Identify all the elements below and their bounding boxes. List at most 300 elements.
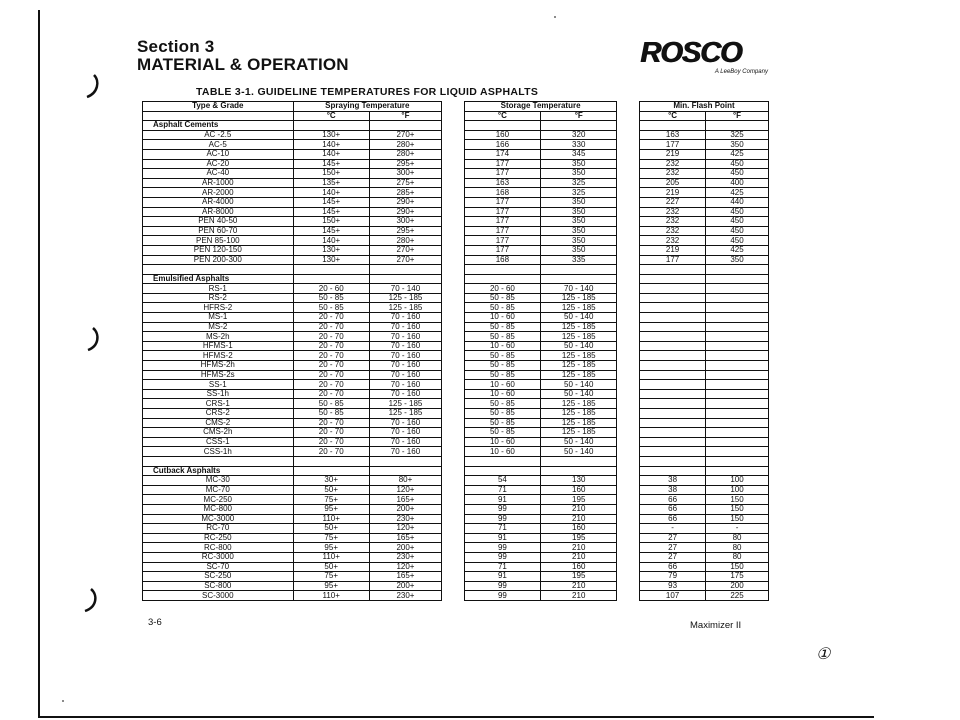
- group-label: Asphalt Cements: [143, 121, 294, 131]
- column-spacer: [442, 140, 465, 150]
- column-spacer: [442, 504, 465, 514]
- value-cell: 50 - 85: [464, 303, 540, 313]
- column-spacer: [442, 217, 465, 227]
- column-spacer: [442, 495, 465, 505]
- column-spacer: [617, 226, 640, 236]
- group-header-row: [143, 466, 769, 476]
- value-cell: 165+: [369, 495, 441, 505]
- value-cell: 130+: [293, 255, 369, 265]
- grade-cell: SC-3000: [143, 591, 294, 601]
- table-units-row: [143, 111, 769, 121]
- column-spacer: [442, 159, 465, 169]
- value-cell: 50 - 140: [541, 380, 617, 390]
- section-number: Section 3: [137, 37, 215, 56]
- value-cell: 75+: [293, 495, 369, 505]
- empty-cell: [464, 121, 540, 131]
- grade-cell: MS-2h: [143, 332, 294, 342]
- value-cell: 38: [640, 476, 706, 486]
- table-row: [143, 495, 769, 505]
- column-spacer: [617, 207, 640, 217]
- value-cell: 120+: [369, 485, 441, 495]
- column-spacer: [442, 121, 465, 131]
- table-row: [143, 313, 769, 323]
- table-row: [143, 533, 769, 543]
- value-cell: 71: [464, 485, 540, 495]
- column-spacer: [617, 591, 640, 601]
- table-row: [143, 178, 769, 188]
- value-cell: 210: [541, 504, 617, 514]
- empty-cell: [541, 274, 617, 284]
- column-spacer: [442, 370, 465, 380]
- empty-cell: [706, 274, 769, 284]
- value-cell: 300+: [369, 169, 441, 179]
- column-spacer: [617, 437, 640, 447]
- table-row: [143, 293, 769, 303]
- empty-cell: [640, 265, 706, 275]
- value-cell: [706, 437, 769, 447]
- page-number: 3-6: [148, 617, 162, 628]
- value-cell: 125 - 185: [541, 370, 617, 380]
- empty-cell: [369, 121, 441, 131]
- value-cell: 130: [541, 476, 617, 486]
- column-spacer: [617, 543, 640, 553]
- column-spacer: [442, 361, 465, 371]
- column-spacer: [617, 255, 640, 265]
- value-cell: 232: [640, 159, 706, 169]
- value-cell: 350: [541, 217, 617, 227]
- value-cell: 70 - 160: [369, 380, 441, 390]
- grade-cell: PEN 200-300: [143, 255, 294, 265]
- value-cell: 120+: [369, 524, 441, 534]
- column-spacer: [617, 428, 640, 438]
- value-cell: 125 - 185: [541, 418, 617, 428]
- value-cell: 66: [640, 562, 706, 572]
- value-cell: 168: [464, 188, 540, 198]
- empty-cell: [369, 456, 441, 466]
- value-cell: [640, 380, 706, 390]
- value-cell: 177: [640, 255, 706, 265]
- table-row: [143, 562, 769, 572]
- unit-label: °F: [541, 111, 617, 121]
- value-cell: 95+: [293, 581, 369, 591]
- table-caption: TABLE 3-1. GUIDELINE TEMPERATURES FOR LIQUID ASPHALTS: [196, 86, 539, 98]
- value-cell: 210: [541, 581, 617, 591]
- column-spacer: [617, 111, 640, 121]
- unit-label: °C: [640, 111, 706, 121]
- value-cell: 140+: [293, 149, 369, 159]
- value-cell: 350: [541, 197, 617, 207]
- value-cell: 75+: [293, 533, 369, 543]
- value-cell: 200+: [369, 504, 441, 514]
- value-cell: 160: [541, 562, 617, 572]
- table-row: [143, 437, 769, 447]
- value-cell: 70 - 160: [369, 370, 441, 380]
- value-cell: 50 - 85: [293, 409, 369, 419]
- value-cell: [640, 428, 706, 438]
- section-title: MATERIAL & OPERATION: [137, 55, 349, 74]
- value-cell: 93: [640, 581, 706, 591]
- product-name: Maximizer II: [690, 620, 742, 631]
- value-cell: 10 - 60: [464, 447, 540, 457]
- column-spacer: [617, 524, 640, 534]
- table-row: [143, 149, 769, 159]
- table-row: [143, 543, 769, 553]
- column-spacer: [442, 399, 465, 409]
- value-cell: 227: [640, 197, 706, 207]
- column-spacer: [617, 504, 640, 514]
- value-cell: 70 - 160: [369, 428, 441, 438]
- grade-cell: SC-800: [143, 581, 294, 591]
- value-cell: 99: [464, 504, 540, 514]
- value-cell: 200: [706, 581, 769, 591]
- value-cell: 295+: [369, 226, 441, 236]
- grade-cell: PEN 85-100: [143, 236, 294, 246]
- value-cell: 174: [464, 149, 540, 159]
- value-cell: 150: [706, 495, 769, 505]
- value-cell: [706, 428, 769, 438]
- value-cell: 30+: [293, 476, 369, 486]
- value-cell: [640, 399, 706, 409]
- value-cell: 50 - 140: [541, 447, 617, 457]
- column-spacer: [442, 351, 465, 361]
- value-cell: [706, 370, 769, 380]
- value-cell: 50 - 140: [541, 389, 617, 399]
- value-cell: 450: [706, 207, 769, 217]
- value-cell: 50 - 85: [293, 303, 369, 313]
- scan-speck: [62, 700, 64, 702]
- value-cell: 20 - 60: [464, 284, 540, 294]
- asphalt-temperature-table: [142, 101, 769, 601]
- grade-cell: SC-70: [143, 562, 294, 572]
- value-cell: 350: [541, 159, 617, 169]
- value-cell: 38: [640, 485, 706, 495]
- value-cell: 125 - 185: [541, 409, 617, 419]
- value-cell: 50 - 140: [541, 437, 617, 447]
- value-cell: [706, 380, 769, 390]
- value-cell: 335: [541, 255, 617, 265]
- value-cell: 270+: [369, 245, 441, 255]
- value-cell: 225: [706, 591, 769, 601]
- value-cell: 290+: [369, 197, 441, 207]
- column-spacer: [442, 178, 465, 188]
- column-spacer: [442, 581, 465, 591]
- value-cell: 345: [541, 149, 617, 159]
- value-cell: 70 - 160: [369, 447, 441, 457]
- value-cell: 150+: [293, 169, 369, 179]
- value-cell: 350: [541, 169, 617, 179]
- value-cell: 50 - 85: [464, 409, 540, 419]
- value-cell: 50 - 85: [464, 370, 540, 380]
- value-cell: 320: [541, 130, 617, 140]
- grade-cell: CSS-1h: [143, 447, 294, 457]
- header-spraying-temp: Spraying Temperature: [293, 102, 442, 112]
- value-cell: 177: [464, 245, 540, 255]
- column-spacer: [442, 274, 465, 284]
- value-cell: 20 - 70: [293, 313, 369, 323]
- value-cell: 10 - 60: [464, 380, 540, 390]
- column-spacer: [442, 476, 465, 486]
- value-cell: 160: [464, 130, 540, 140]
- value-cell: 145+: [293, 197, 369, 207]
- unit-label: °C: [464, 111, 540, 121]
- grade-cell: SC-250: [143, 572, 294, 582]
- value-cell: 10 - 60: [464, 313, 540, 323]
- value-cell: 219: [640, 245, 706, 255]
- header-min-flash-point: Min. Flash Point: [640, 102, 769, 112]
- column-spacer: [442, 428, 465, 438]
- column-spacer: [442, 188, 465, 198]
- column-spacer: [617, 476, 640, 486]
- value-cell: 125 - 185: [541, 322, 617, 332]
- value-cell: 20 - 70: [293, 428, 369, 438]
- table-row: [143, 351, 769, 361]
- value-cell: 125 - 185: [369, 303, 441, 313]
- grade-cell: CMS-2h: [143, 428, 294, 438]
- value-cell: 350: [706, 255, 769, 265]
- grade-cell: AC-10: [143, 149, 294, 159]
- value-cell: [640, 351, 706, 361]
- column-spacer: [617, 466, 640, 476]
- value-cell: [706, 284, 769, 294]
- value-cell: 50+: [293, 524, 369, 534]
- binder-punch-icon: [84, 73, 102, 101]
- value-cell: [706, 303, 769, 313]
- value-cell: 91: [464, 572, 540, 582]
- value-cell: 145+: [293, 226, 369, 236]
- value-cell: 166: [464, 140, 540, 150]
- grade-cell: CRS-2: [143, 409, 294, 419]
- value-cell: [640, 389, 706, 399]
- value-cell: [640, 332, 706, 342]
- value-cell: [706, 418, 769, 428]
- column-spacer: [442, 341, 465, 351]
- value-cell: 80: [706, 543, 769, 553]
- value-cell: 130+: [293, 245, 369, 255]
- column-spacer: [442, 418, 465, 428]
- group-label: Emulsified Asphalts: [143, 274, 294, 284]
- value-cell: 285+: [369, 188, 441, 198]
- value-cell: 270+: [369, 130, 441, 140]
- column-spacer: [442, 524, 465, 534]
- column-spacer: [617, 236, 640, 246]
- table-row: [143, 389, 769, 399]
- value-cell: [640, 293, 706, 303]
- column-spacer: [617, 169, 640, 179]
- column-spacer: [442, 102, 465, 112]
- value-cell: 50 - 85: [464, 351, 540, 361]
- column-spacer: [617, 361, 640, 371]
- column-spacer: [617, 178, 640, 188]
- value-cell: 150: [706, 514, 769, 524]
- value-cell: 125 - 185: [541, 332, 617, 342]
- value-cell: [706, 313, 769, 323]
- value-cell: 20 - 70: [293, 361, 369, 371]
- column-spacer: [442, 552, 465, 562]
- table-header-row: [143, 102, 769, 112]
- grade-cell: MC-3000: [143, 514, 294, 524]
- empty-cell: [293, 466, 369, 476]
- value-cell: 130+: [293, 130, 369, 140]
- value-cell: 70 - 160: [369, 418, 441, 428]
- value-cell: 160: [541, 524, 617, 534]
- value-cell: 350: [541, 245, 617, 255]
- value-cell: 50 - 85: [464, 322, 540, 332]
- value-cell: 140+: [293, 236, 369, 246]
- value-cell: 80: [706, 533, 769, 543]
- table-row: [143, 447, 769, 457]
- table-row: [143, 399, 769, 409]
- blank-separator-row: [143, 456, 769, 466]
- value-cell: 125 - 185: [541, 399, 617, 409]
- value-cell: [706, 389, 769, 399]
- value-cell: 325: [541, 178, 617, 188]
- empty-cell: [541, 265, 617, 275]
- grade-cell: AC -2.5: [143, 130, 294, 140]
- grade-cell: PEN 40-50: [143, 217, 294, 227]
- column-spacer: [442, 389, 465, 399]
- table-row: [143, 332, 769, 342]
- value-cell: 50+: [293, 562, 369, 572]
- column-spacer: [442, 284, 465, 294]
- value-cell: 425: [706, 188, 769, 198]
- grade-cell: SS-1h: [143, 389, 294, 399]
- grade-cell: PEN 60-70: [143, 226, 294, 236]
- value-cell: 232: [640, 236, 706, 246]
- column-spacer: [617, 370, 640, 380]
- value-cell: 71: [464, 524, 540, 534]
- table-row: [143, 504, 769, 514]
- column-spacer: [442, 485, 465, 495]
- value-cell: [640, 284, 706, 294]
- value-cell: 70 - 140: [541, 284, 617, 294]
- grade-cell: MC-800: [143, 504, 294, 514]
- value-cell: 325: [706, 130, 769, 140]
- value-cell: [640, 409, 706, 419]
- column-spacer: [617, 514, 640, 524]
- value-cell: 163: [640, 130, 706, 140]
- grade-cell: RC-800: [143, 543, 294, 553]
- value-cell: 10 - 60: [464, 389, 540, 399]
- table-row: [143, 514, 769, 524]
- value-cell: 177: [464, 226, 540, 236]
- column-spacer: [617, 245, 640, 255]
- value-cell: [706, 399, 769, 409]
- value-cell: 163: [464, 178, 540, 188]
- table-row: [143, 581, 769, 591]
- column-spacer: [442, 562, 465, 572]
- value-cell: 99: [464, 591, 540, 601]
- empty-cell: [369, 274, 441, 284]
- column-spacer: [617, 217, 640, 227]
- value-cell: 150: [706, 562, 769, 572]
- empty-cell: [464, 265, 540, 275]
- column-spacer: [617, 313, 640, 323]
- value-cell: 70 - 160: [369, 437, 441, 447]
- value-cell: 20 - 70: [293, 380, 369, 390]
- value-cell: 20 - 70: [293, 332, 369, 342]
- table-row: [143, 284, 769, 294]
- value-cell: 107: [640, 591, 706, 601]
- value-cell: 66: [640, 514, 706, 524]
- value-cell: 145+: [293, 207, 369, 217]
- table-row: [143, 188, 769, 198]
- value-cell: 100: [706, 485, 769, 495]
- column-spacer: [442, 437, 465, 447]
- column-spacer: [617, 552, 640, 562]
- empty-cell: [143, 265, 294, 275]
- value-cell: 232: [640, 207, 706, 217]
- empty-cell: [541, 456, 617, 466]
- table-row: [143, 485, 769, 495]
- value-cell: 195: [541, 495, 617, 505]
- value-cell: 350: [706, 140, 769, 150]
- column-spacer: [617, 389, 640, 399]
- column-spacer: [442, 572, 465, 582]
- value-cell: 20 - 60: [293, 284, 369, 294]
- value-cell: 125 - 185: [541, 351, 617, 361]
- value-cell: 20 - 70: [293, 437, 369, 447]
- empty-cell: [541, 466, 617, 476]
- column-spacer: [442, 447, 465, 457]
- unit-label: °C: [293, 111, 369, 121]
- value-cell: [706, 361, 769, 371]
- table-row: [143, 361, 769, 371]
- value-cell: 210: [541, 543, 617, 553]
- table-row: [143, 140, 769, 150]
- table-row: [143, 370, 769, 380]
- grade-cell: MC-250: [143, 495, 294, 505]
- column-spacer: [617, 581, 640, 591]
- table-row: [143, 245, 769, 255]
- value-cell: 160: [541, 485, 617, 495]
- table-row: [143, 380, 769, 390]
- value-cell: 27: [640, 543, 706, 553]
- grade-cell: HFMS-2: [143, 351, 294, 361]
- value-cell: 110+: [293, 591, 369, 601]
- grade-cell: AR-2000: [143, 188, 294, 198]
- value-cell: 195: [541, 572, 617, 582]
- value-cell: 50 - 85: [464, 399, 540, 409]
- table-row: [143, 572, 769, 582]
- column-spacer: [442, 265, 465, 275]
- value-cell: 177: [464, 197, 540, 207]
- value-cell: [706, 447, 769, 457]
- value-cell: [640, 313, 706, 323]
- grade-cell: MC-30: [143, 476, 294, 486]
- value-cell: 165+: [369, 533, 441, 543]
- value-cell: 95+: [293, 504, 369, 514]
- grade-cell: RS-1: [143, 284, 294, 294]
- value-cell: 20 - 70: [293, 418, 369, 428]
- value-cell: 99: [464, 543, 540, 553]
- value-cell: 80+: [369, 476, 441, 486]
- value-cell: 125 - 185: [541, 428, 617, 438]
- rosco-logo: ROSCO A LeeBoy Company: [640, 37, 768, 75]
- handwritten-mark: ①: [816, 646, 831, 663]
- value-cell: 140+: [293, 140, 369, 150]
- value-cell: 71: [464, 562, 540, 572]
- column-spacer: [617, 409, 640, 419]
- table-row: [143, 591, 769, 601]
- value-cell: 125 - 185: [541, 361, 617, 371]
- value-cell: 450: [706, 236, 769, 246]
- header-storage-temp: Storage Temperature: [464, 102, 617, 112]
- column-spacer: [442, 466, 465, 476]
- value-cell: 95+: [293, 543, 369, 553]
- unit-label: °F: [706, 111, 769, 121]
- value-cell: 219: [640, 188, 706, 198]
- column-spacer: [617, 533, 640, 543]
